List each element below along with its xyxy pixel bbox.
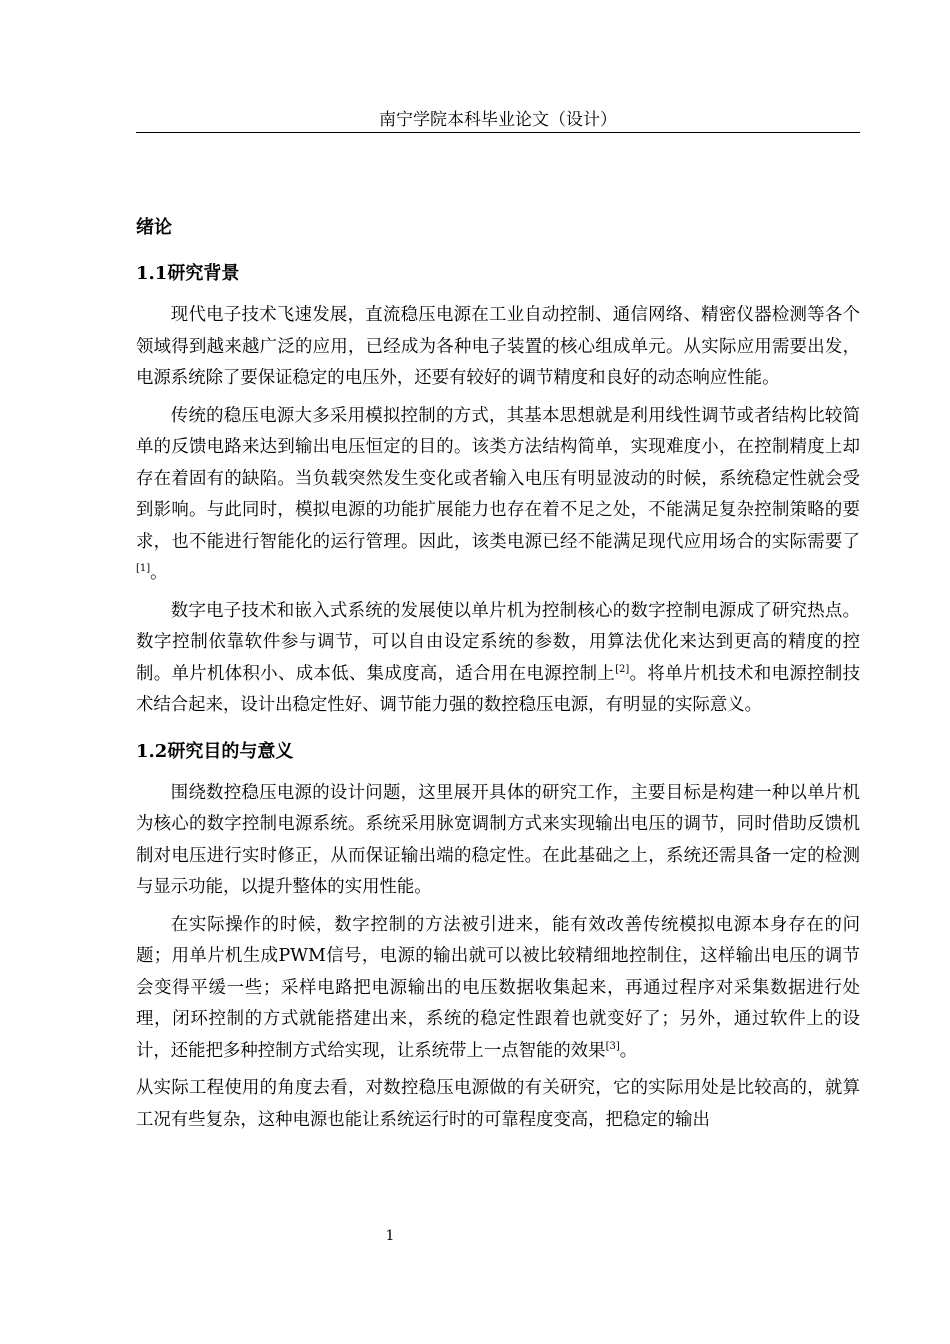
paragraph-1-2-1: 围绕数控稳压电源的设计问题，这里展开具体的研究工作，主要目标是构建一种以单片机为核心的数字控制电源系统。系统采用脉宽调制方式来实现输出电压的调节，同时借助反馈机制对电压进行实时修正，从而保证输出端的稳定性。在此基础之上，系统还需具备一定的检测与显示功能，以提升整体的实用性能。 bbox=[136, 782, 860, 897]
page-number: 1 bbox=[385, 1228, 395, 1244]
paragraph-text: 数字电子技术和嵌入式系统的发展使以单片机为控制核心的数字控制电源成了研究热点。数字控制依靠软件参与调节，可以自由设定系统的参数，用算法优化来达到更高的精度的控制。单片机体积小、成本低、集成度高，适合用在电源控制上 bbox=[136, 600, 860, 684]
paragraph-text: 在实际操作的时候，数字控制的方法被引进来，能有效改善传统模拟电源本身存在的问题；用单片机生成PWM信号，电源的输出就可以被比较精细地控制住，这样输出电压的调节会变得平缓一些；采样电路把电源输出的电压数据收集起来，再通过程序对采集数据进行处理，闭环控制的方式就能搭建出来，系统的稳定性跟着也就变好了；另外，通过软件上的设计，还能把多种控制方式给实现，让系统带上一点智能的效果 bbox=[136, 914, 860, 1061]
page-header-title: 南宁学院本科毕业论文（设计） bbox=[379, 110, 617, 130]
chapter-title: 绪论 bbox=[136, 217, 172, 238]
paragraph-tail: 。 bbox=[150, 563, 168, 583]
section-heading-1-2: 1.2研究目的与意义 bbox=[136, 740, 294, 762]
paragraph-1-1-1: 现代电子技术飞速发展，直流稳压电源在工业自动控制、通信网络、精密仪器检测等各个领域得到越来越广泛的应用，已经成为各种电子装置的核心组成单元。从实际应用需要出发，电源系统除了要保证稳定的电压外，还要有较好的调节精度和良好的动态响应性能。 bbox=[136, 305, 860, 388]
document-body bbox=[136, 212, 860, 1142]
citation-ref[interactable]: [1] bbox=[136, 563, 151, 575]
paragraph-1-2-3: 从实际工程使用的角度去看，对数控稳压电源做的有关研究，它的实际用处是比较高的，就算工况有些复杂，这种电源也能让系统运行时的可靠程度变高，把稳定的输出 bbox=[136, 1078, 860, 1130]
section-heading-1-1: 1.1研究背景 bbox=[136, 263, 240, 284]
paragraph-text: 传统的稳压电源大多采用模拟控制的方式，其基本思想就是利用线性调节或者结构比较简单的反馈电路来达到输出电压恒定的目的。该类方法结构简单，实现难度小，在控制精度上却存在着固有的缺陷。当负载突然发生变化或者输入电压有明显波动的时候，系统稳定性就会受到影响。与此同时，模拟电源的功能扩展能力也存在着不足之处，不能满足复杂控制策略的要求，也不能进行智能化的运行管理。因此，该类电源已经不能满足现代应用场合的实际需要了 bbox=[136, 405, 860, 552]
paragraph-tail: 。 bbox=[619, 1040, 638, 1061]
paragraph-1-1-2 bbox=[136, 401, 860, 590]
citation-ref[interactable]: [2] bbox=[615, 663, 630, 675]
paragraph-tail: 。将单片机技术和电源控制技术结合起来，设计出稳定性好、调节能力强的数控稳压电源，有明显的实际意义。 bbox=[136, 663, 860, 715]
paragraph-1-2-2 bbox=[136, 910, 860, 1068]
paragraph-1-1-3 bbox=[136, 596, 860, 722]
citation-ref[interactable]: [3] bbox=[605, 1040, 620, 1052]
header-divider bbox=[136, 132, 860, 133]
